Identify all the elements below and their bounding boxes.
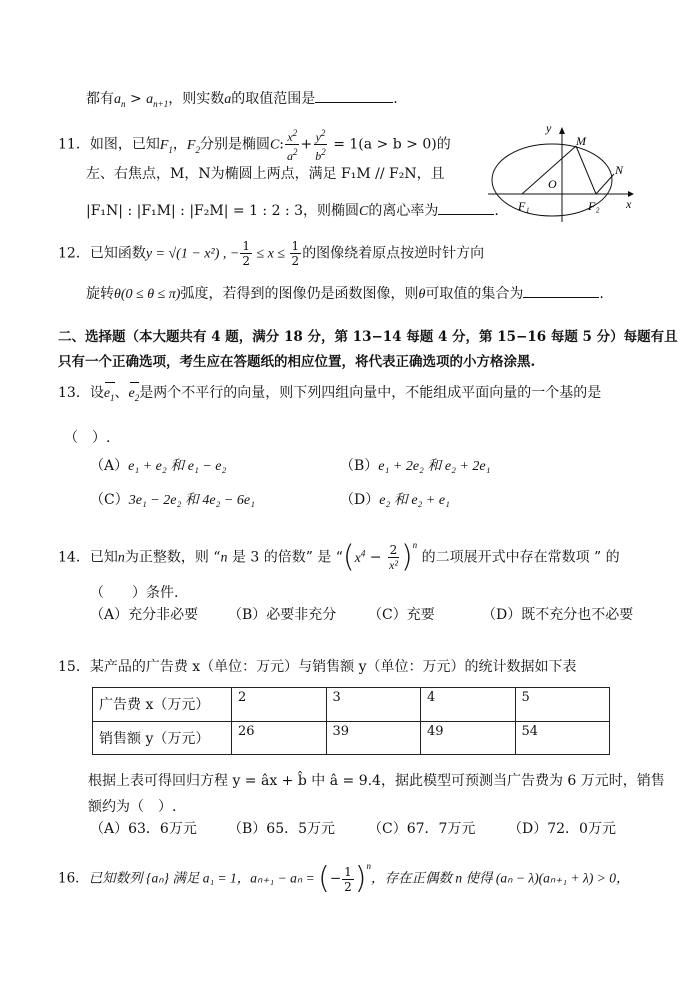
q16-number: 16．: [58, 870, 89, 887]
table-cell: 54: [515, 721, 610, 755]
q11-line3: [86, 200, 499, 222]
q14-power: n: [412, 540, 418, 550]
q16-text-a: 已知数列 {aₙ} 满足 a₁ = 1，aₙ₊₁ − aₙ =: [88, 870, 319, 886]
q11-number: 11．: [58, 136, 90, 153]
q12-theta-range: θ(0 ≤ θ ≤ π): [114, 287, 181, 302]
q12-text-c: 弧度，若得到的图像仍是函数图像，则: [180, 286, 419, 302]
q12-number: 12．: [58, 245, 90, 262]
q13-option-b[interactable]: （B）e₁ + 2e₂ 和 e₂ + 2e₁: [340, 458, 491, 474]
q13-sep: 、: [114, 385, 129, 401]
q14-number: 14．: [58, 549, 90, 566]
q12-text-a: 已知函数: [89, 245, 146, 262]
q11-sep: ，: [172, 136, 187, 153]
q14-n2: n: [220, 550, 228, 566]
q11-c2: C: [359, 204, 369, 219]
q14-text-b: 为正整数，则 “: [124, 549, 221, 566]
q11-text-a: 如图，已知: [89, 136, 160, 153]
q11-line1: 11．如图，已知$F_1$，$F_2$分别是椭圆C: $\frac{x^2}{a^2}$ + $\frac{y^2}{b^2}$ = 1(a > b > 0)的: [58, 128, 451, 163]
label-f1: F₁: [518, 199, 530, 213]
q12-theta: θ: [418, 287, 426, 302]
q11-text-b: 分别是椭圆: [199, 136, 270, 153]
q14-minus: −: [365, 549, 386, 566]
q14-option-b[interactable]: （B）必要非充分: [228, 607, 337, 623]
q10-an: $a_n$: [114, 92, 126, 109]
q15-line2: 根据上表可得回归方程 y = âx + b̂ 中 â = 9.4，据此模型可预测当广告费为 6 万元时，销售: [88, 773, 665, 789]
q10-tail: [86, 88, 398, 114]
q11-f2: $F_2$: [186, 137, 200, 155]
q13-option-a[interactable]: （A）e₁ + e₂ 和 e₁ − e₂: [90, 458, 227, 474]
q15-line3: 额约为（ ）.: [88, 799, 177, 815]
q13-line1: [58, 383, 601, 408]
q14-line1: [58, 539, 620, 575]
ellipse-frac-x: $\frac{x^2}{a^2}$: [287, 128, 298, 163]
q14-text-a: 已知: [89, 549, 118, 566]
q11-ratio: |F₁N| : |F₁M| : |F₂M| = 1 : 2 : 3，则椭圆: [86, 203, 360, 219]
answer-blank-12[interactable]: [523, 283, 599, 298]
q10-gt: >: [125, 91, 147, 107]
q12-ask: 可取值的集合为: [425, 286, 524, 302]
q16-lparen: (: [318, 861, 330, 896]
y-axis-arrow: [559, 127, 565, 134]
q12-text-b: 的图像绕着原点按逆时针方向: [302, 245, 485, 262]
label-o: O: [548, 177, 557, 191]
q12-func: y = √(1 − x²) , −: [145, 246, 240, 262]
answer-blank-10[interactable]: [315, 88, 393, 103]
q12-end: .: [599, 286, 604, 302]
q13-option-d[interactable]: （D）e₂ 和 e₂ + e₁: [340, 492, 450, 508]
section-2-heading-line2: 只有一个正确选项，考生应在答题纸的相应位置，将代表正确选项的小方格涂黑.: [58, 354, 536, 370]
q15-option-d[interactable]: （D）72．0万元: [508, 821, 616, 837]
q12-le: ≤ x ≤: [252, 246, 289, 262]
q14-rparen: ): [400, 539, 413, 575]
q16-frac: $\frac{1}{2}$: [344, 864, 352, 894]
table-cell: 4: [421, 688, 516, 722]
q13-text-a: 设: [89, 385, 104, 401]
q14-lparen: (: [342, 539, 355, 575]
table-cell: 39: [326, 721, 421, 755]
q10-suffix: ，则实数: [168, 91, 225, 107]
q15-line1: [58, 657, 577, 677]
q15-option-b[interactable]: （B）65．5万元: [228, 821, 336, 837]
label-n: N: [615, 163, 624, 177]
table-row-label: 广告费 x（万元）: [93, 688, 232, 722]
q15-text: 某产品的广告费 x（单位：万元）与销售额 y（单位：万元）的统计数据如下表: [89, 659, 577, 675]
ellipse-frac-y: $\frac{y^2}{b^2}$: [315, 128, 326, 163]
label-f2: F₂: [588, 199, 600, 213]
label-x: x: [626, 197, 632, 211]
table-row: [93, 688, 610, 722]
stats-table: [92, 687, 610, 755]
q11-eq-end: = 1(a > b > 0)的: [328, 136, 451, 153]
q11-c: C: [269, 137, 280, 153]
half-frac-1: $\frac{1}{2}$: [242, 239, 250, 268]
q14-text-c: 是 3 的倍数” 是 “: [227, 549, 343, 566]
section-2-heading-line1: 二、选择题（本大题共有 4 题，满分 18 分，第 13−14 每题 4 分，第 15−16 每题 5 分）每题有且: [58, 329, 678, 345]
q15-number: 15．: [58, 659, 90, 675]
q16-power: n: [366, 861, 371, 871]
q16-line1: [58, 861, 630, 896]
ellipse-figure: [488, 118, 638, 222]
q11-line2: 左、右焦点，M，N为椭圆上两点，满足 F₁M // F₂N，且: [86, 166, 445, 182]
q14-n: n: [117, 550, 125, 566]
table-cell: 2: [232, 688, 327, 722]
q16-text-b: ，存在正偶数 n 使得 (aₙ − λ)(aₙ₊₁ + λ) > 0，: [370, 870, 630, 886]
q14-x4: $x^4$: [354, 548, 366, 566]
q13-number: 13．: [58, 385, 90, 401]
q14-option-d[interactable]: （D）既不充分也不必要: [482, 607, 634, 623]
q16-rparen: ): [354, 861, 367, 896]
table-cell: 5: [515, 688, 610, 722]
q10-an1: $a_{n+1}$: [146, 92, 169, 109]
label-y: y: [546, 121, 552, 135]
q14-frac: $\frac{2}{\text{x²}}$: [389, 543, 398, 573]
vec-e1: $e_1$: [104, 384, 115, 408]
q10-ask: 的取值范围是: [231, 91, 316, 107]
q10-end: .: [393, 91, 398, 107]
table-row-label: 销售额 y（万元）: [93, 721, 232, 755]
q10-var: a: [224, 92, 232, 107]
q15-option-a[interactable]: （A）63．6万元: [90, 821, 197, 837]
q13-paren: （ ）.: [64, 430, 111, 446]
q14-line2: （ ）条件.: [90, 585, 179, 601]
q16-minus: −: [329, 870, 342, 887]
table-row: [93, 721, 610, 755]
answer-blank-11[interactable]: [438, 200, 494, 215]
half-frac-2: $\frac{1}{2}$: [291, 239, 300, 268]
q11-end: .: [494, 203, 499, 219]
q13-option-c[interactable]: （C）3e₁ − 2e₂ 和 4e₂ − 6e₁: [90, 492, 255, 508]
q12-line1: [58, 239, 484, 268]
vec-e2: $e_2$: [129, 384, 140, 408]
label-m: M: [576, 134, 586, 148]
q10-prefix: 都有: [86, 91, 114, 107]
q11-f1: $F_1$: [159, 137, 173, 155]
q12-rotate: 旋转: [86, 286, 114, 302]
q15-option-c[interactable]: （C）67．7万元: [368, 821, 476, 837]
q13-text-c: 是两个不平行的向量，则下列四组向量中，不能组成平面向量的一个基的是: [139, 385, 602, 401]
table-cell: 3: [326, 688, 421, 722]
table-cell: 26: [232, 721, 327, 755]
q14-text-d: 的二项展开式中存在常数项 ” 的: [417, 549, 620, 566]
q14-option-a[interactable]: （A）充分非必要: [90, 607, 199, 623]
q14-option-c[interactable]: （C）充要: [368, 607, 435, 623]
q12-line2: [86, 283, 604, 305]
q11-ask: 的离心率为: [368, 203, 439, 219]
table-cell: 49: [421, 721, 516, 755]
